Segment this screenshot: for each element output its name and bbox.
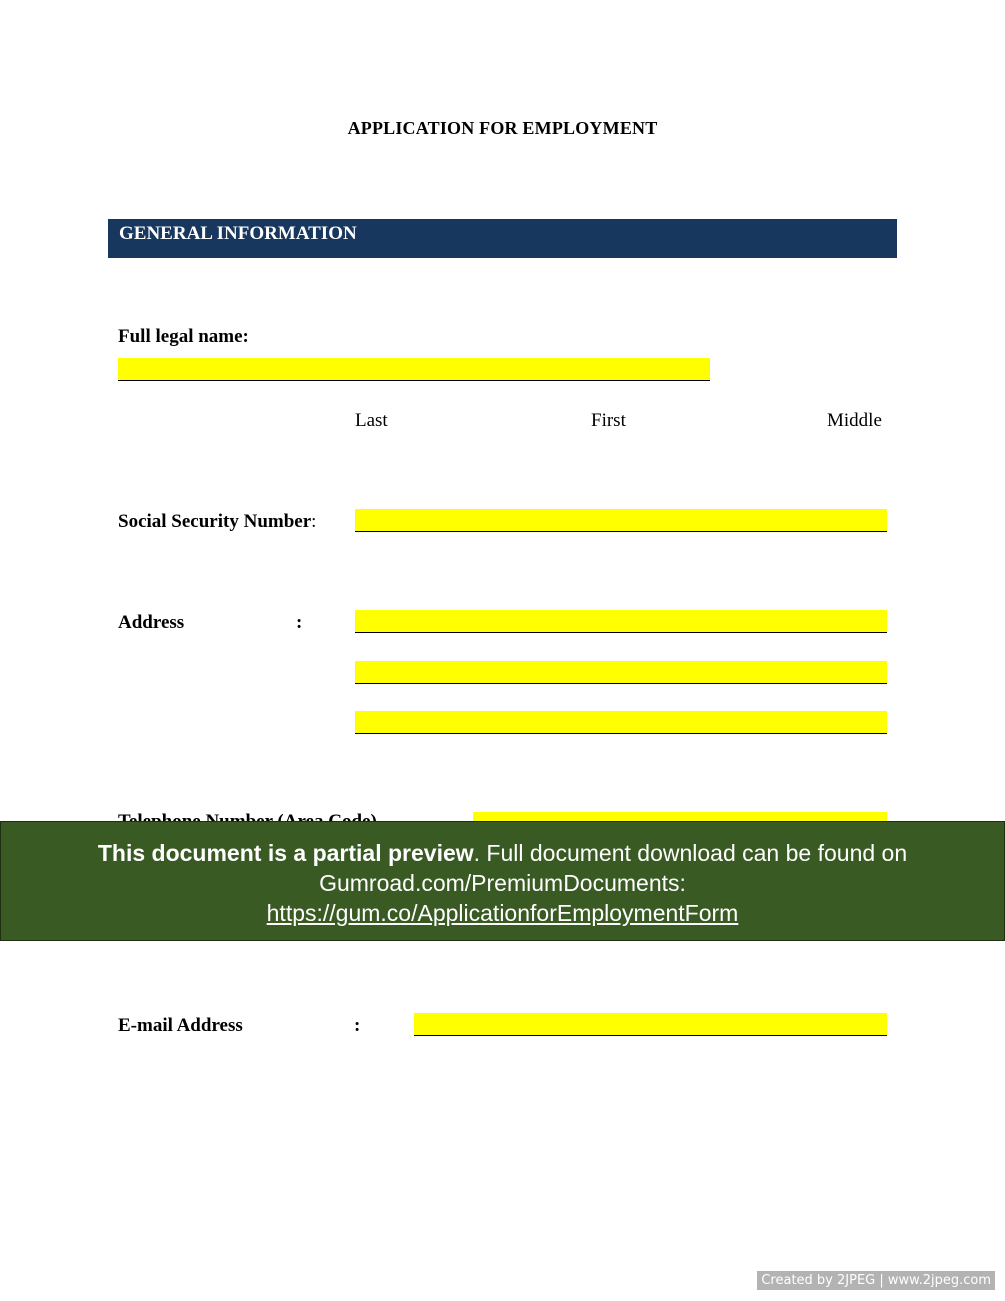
email-field[interactable] bbox=[414, 1013, 887, 1036]
ssn-field[interactable] bbox=[355, 509, 887, 532]
full-name-label: Full legal name: bbox=[118, 326, 249, 347]
ssn-label: Social Security Number: bbox=[118, 511, 317, 532]
banner-link[interactable]: https://gum.co/ApplicationforEmploymentForm bbox=[266, 900, 739, 926]
document-title: APPLICATION FOR EMPLOYMENT bbox=[347, 118, 658, 138]
middle-name-caption: Middle bbox=[827, 410, 882, 431]
address-line-1-field[interactable] bbox=[355, 610, 887, 633]
address-colon: : bbox=[296, 612, 303, 633]
banner-bold-text: This document is a partial preview bbox=[97, 840, 474, 866]
address-line-2-field[interactable] bbox=[355, 661, 887, 684]
section-header-text: GENERAL INFORMATION bbox=[119, 223, 357, 244]
address-line-3-field[interactable] bbox=[355, 711, 887, 734]
email-colon: : bbox=[354, 1015, 361, 1036]
last-name-caption: Last bbox=[355, 410, 388, 431]
watermark: Created by 2JPEG | www.2jpeg.com bbox=[757, 1271, 995, 1290]
first-name-caption: First bbox=[591, 410, 626, 431]
banner-text: . Full document download can be found on Gumroad.com/PremiumDocuments: bbox=[319, 840, 908, 896]
section-header-bar bbox=[108, 219, 897, 258]
full-name-field[interactable] bbox=[118, 358, 710, 381]
email-label: E-mail Address bbox=[118, 1015, 243, 1036]
address-label: Address bbox=[118, 612, 185, 633]
preview-banner bbox=[0, 821, 1005, 941]
